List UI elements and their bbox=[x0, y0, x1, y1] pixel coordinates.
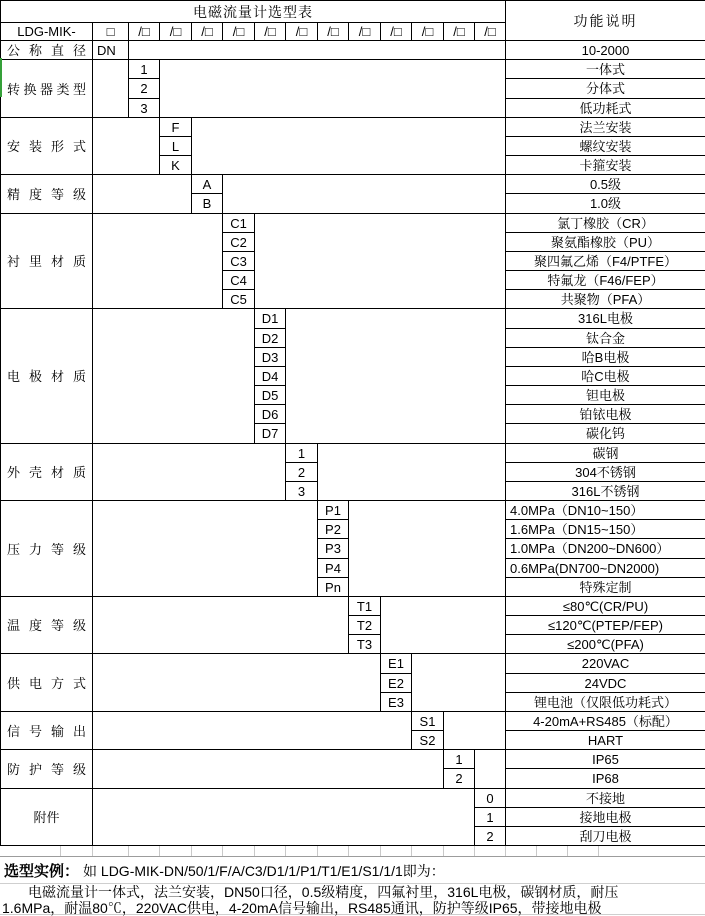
function-column-header: 功能说明 bbox=[505, 0, 705, 41]
description-cell: 24VDC bbox=[505, 673, 705, 693]
code-cell: 2 bbox=[474, 826, 506, 846]
description-cell: 特氟龙（F46/FEP） bbox=[505, 270, 705, 290]
filler-cell bbox=[128, 40, 506, 60]
gridline-vertical bbox=[60, 846, 61, 856]
description-cell: 碳化钨 bbox=[505, 423, 705, 444]
code-cell: T3 bbox=[348, 634, 381, 654]
code-cell: C4 bbox=[222, 270, 255, 290]
gridline-vertical bbox=[598, 846, 599, 856]
description-cell: IP68 bbox=[505, 768, 705, 789]
description-cell: 碳钢 bbox=[505, 443, 705, 463]
gridline-vertical bbox=[317, 846, 318, 856]
gridline-vertical bbox=[536, 846, 537, 856]
description-cell: 1.6MPa（DN15~150） bbox=[505, 519, 705, 539]
description-cell: 特殊定制 bbox=[505, 577, 705, 597]
code-slot-cell: /□ bbox=[222, 22, 255, 41]
code-cell: K bbox=[159, 155, 192, 175]
description-cell: 0.6MPa(DN700~DN2000) bbox=[505, 558, 705, 578]
description-cell: 一体式 bbox=[505, 59, 705, 79]
category-label: 信号输出 bbox=[0, 711, 93, 750]
category-label: 压力等级 bbox=[0, 500, 93, 597]
description-cell: 聚氨酯橡胶（PU） bbox=[505, 232, 705, 252]
filler-cell bbox=[443, 711, 506, 750]
filler-cell bbox=[380, 596, 506, 654]
description-cell: ≤200℃(PFA) bbox=[505, 634, 705, 654]
gridline-vertical bbox=[128, 846, 129, 856]
code-cell: C2 bbox=[222, 232, 255, 252]
example-description bbox=[0, 884, 705, 916]
gridline-vertical bbox=[505, 846, 506, 856]
code-cell: 1 bbox=[443, 749, 475, 769]
code-slot-cell: /□ bbox=[159, 22, 192, 41]
code-cell: T1 bbox=[348, 596, 381, 616]
gridline-vertical bbox=[191, 846, 192, 856]
code-cell: 2 bbox=[443, 768, 475, 789]
table-title: 电磁流量计选型表 bbox=[0, 0, 506, 23]
description-cell: 铂铱电极 bbox=[505, 404, 705, 424]
code-cell: P3 bbox=[317, 538, 349, 559]
code-slot-cell: /□ bbox=[285, 22, 318, 41]
green-edge-marker bbox=[0, 58, 2, 97]
code-slot-cell: /□ bbox=[380, 22, 412, 41]
category-label: 电极材质 bbox=[0, 308, 93, 444]
code-cell: Pn bbox=[317, 577, 349, 597]
code-cell: C5 bbox=[222, 289, 255, 309]
code-cell: L bbox=[159, 136, 192, 156]
category-label: 外壳材质 bbox=[0, 443, 93, 501]
filler-cell bbox=[92, 117, 160, 175]
filler-cell bbox=[92, 59, 129, 118]
example-heading-label: 选型实例： bbox=[4, 863, 80, 880]
code-cell: 1 bbox=[128, 59, 160, 79]
description-cell: 316L不锈钢 bbox=[505, 481, 705, 501]
filler-cell bbox=[92, 653, 381, 712]
code-cell: C3 bbox=[222, 251, 255, 271]
filler-cell bbox=[191, 117, 506, 175]
code-cell: D2 bbox=[254, 328, 286, 348]
code-cell: 2 bbox=[128, 78, 160, 99]
description-cell: 0.5级 bbox=[505, 174, 705, 194]
gridline-vertical bbox=[380, 846, 381, 856]
description-cell: 卡箍安装 bbox=[505, 155, 705, 175]
description-cell: 螺纹安装 bbox=[505, 136, 705, 156]
description-cell: 哈C电极 bbox=[505, 366, 705, 386]
code-cell: B bbox=[191, 193, 223, 214]
gridline-vertical bbox=[474, 846, 475, 856]
category-label: 公称直径 bbox=[0, 40, 93, 60]
filler-cell bbox=[92, 749, 444, 789]
gridline-vertical bbox=[443, 846, 444, 856]
category-label: 衬里材质 bbox=[0, 213, 93, 309]
code-cell: 3 bbox=[128, 98, 160, 118]
gridline-vertical bbox=[159, 846, 160, 856]
code-slot-cell: /□ bbox=[411, 22, 444, 41]
code-slot-cell: /□ bbox=[191, 22, 223, 41]
code-cell: P1 bbox=[317, 500, 349, 520]
filler-cell bbox=[92, 788, 475, 846]
description-cell: 4.0MPa（DN10~150） bbox=[505, 500, 705, 520]
description-cell: 304不锈钢 bbox=[505, 462, 705, 482]
description-cell: 聚四氟乙烯（F4/PTFE） bbox=[505, 251, 705, 271]
filler-cell bbox=[474, 749, 506, 789]
filler-cell bbox=[411, 653, 506, 712]
gridline-vertical bbox=[222, 846, 223, 856]
description-cell: ≤80℃(CR/PU) bbox=[505, 596, 705, 616]
description-cell: ≤120℃(PTEP/FEP) bbox=[505, 615, 705, 635]
filler-cell bbox=[92, 308, 255, 444]
model-prefix-cell: LDG-MIK- bbox=[0, 22, 93, 41]
gridline-vertical bbox=[285, 846, 286, 856]
description-cell: 1.0MPa（DN200~DN600） bbox=[505, 538, 705, 559]
filler-cell bbox=[92, 443, 286, 501]
description-cell: 钽电极 bbox=[505, 385, 705, 405]
example-heading bbox=[0, 857, 705, 884]
description-cell: 1.0级 bbox=[505, 193, 705, 214]
example-description-line1: 电磁流量计一体式，法兰安装，DN50口径，0.5级精度，四氟衬里，316L电极，碳钢材质，耐压 bbox=[28, 884, 619, 900]
description-cell: 钛合金 bbox=[505, 328, 705, 348]
code-cell: T2 bbox=[348, 615, 381, 635]
example-description-line2: 1.6MPa，耐温80℃，220VAC供电，4-20mA信号输出，RS485通讯，防护等级IP65，带接地电极 bbox=[2, 900, 602, 916]
code-cell: D4 bbox=[254, 366, 286, 386]
filler-cell bbox=[317, 443, 506, 501]
code-cell: P4 bbox=[317, 558, 349, 578]
gridline-vertical bbox=[348, 846, 349, 856]
filler-cell bbox=[92, 500, 318, 597]
code-cell: F bbox=[159, 117, 192, 137]
code-cell: DN bbox=[92, 40, 129, 60]
category-label: 供电方式 bbox=[0, 653, 93, 712]
description-cell: 接地电极 bbox=[505, 807, 705, 827]
code-slot-cell: /□ bbox=[474, 22, 506, 41]
code-cell: D6 bbox=[254, 404, 286, 424]
category-label: 精度等级 bbox=[0, 174, 93, 214]
filler-cell bbox=[92, 711, 412, 750]
description-cell: 锂电池（仅限低功耗式） bbox=[505, 692, 705, 712]
code-cell: E1 bbox=[380, 653, 412, 674]
description-cell: 316L电极 bbox=[505, 308, 705, 329]
code-cell: D3 bbox=[254, 347, 286, 367]
gridline-vertical bbox=[567, 846, 568, 856]
filler-cell bbox=[92, 596, 349, 654]
code-cell: D5 bbox=[254, 385, 286, 405]
filler-cell bbox=[92, 174, 192, 214]
description-cell: 分体式 bbox=[505, 78, 705, 99]
code-cell: E2 bbox=[380, 673, 412, 693]
code-cell: 2 bbox=[285, 462, 318, 482]
code-slot-cell: /□ bbox=[443, 22, 475, 41]
filler-cell bbox=[285, 308, 506, 444]
code-cell: 1 bbox=[285, 443, 318, 463]
example-heading-text: 如 LDG-MIK-DN/50/1/F/A/C3/D1/1/P1/T1/E1/S1/1/1即为： bbox=[83, 862, 445, 879]
filler-cell bbox=[254, 213, 506, 309]
description-cell: 10-2000 bbox=[505, 40, 705, 60]
gridline-vertical bbox=[92, 846, 93, 856]
description-cell: 氯丁橡胶（CR） bbox=[505, 213, 705, 233]
category-label: 安装形式 bbox=[0, 117, 93, 175]
code-slot-cell: /□ bbox=[128, 22, 160, 41]
gridline-vertical bbox=[411, 846, 412, 856]
description-cell: 共聚物（PFA） bbox=[505, 289, 705, 309]
filler-cell bbox=[348, 500, 506, 597]
code-cell: S2 bbox=[411, 730, 444, 750]
category-label: 防护等级 bbox=[0, 749, 93, 789]
filler-cell bbox=[222, 174, 506, 214]
filler-cell bbox=[92, 213, 223, 309]
code-cell: C1 bbox=[222, 213, 255, 233]
code-cell: E3 bbox=[380, 692, 412, 712]
code-cell: 3 bbox=[285, 481, 318, 501]
code-cell: D7 bbox=[254, 423, 286, 444]
gridline-vertical bbox=[254, 846, 255, 856]
code-slot-cell: /□ bbox=[254, 22, 286, 41]
code-cell: A bbox=[191, 174, 223, 194]
description-cell: HART bbox=[505, 730, 705, 750]
code-slot-cell: /□ bbox=[317, 22, 349, 41]
category-label: 附件 bbox=[0, 788, 93, 846]
code-cell: D1 bbox=[254, 308, 286, 329]
code-cell: 0 bbox=[474, 788, 506, 808]
code-cell: S1 bbox=[411, 711, 444, 731]
description-cell: 哈B电极 bbox=[505, 347, 705, 367]
description-cell: 220VAC bbox=[505, 653, 705, 674]
code-cell: P2 bbox=[317, 519, 349, 539]
description-cell: 4-20mA+RS485（标配） bbox=[505, 711, 705, 731]
description-cell: 不接地 bbox=[505, 788, 705, 808]
description-cell: IP65 bbox=[505, 749, 705, 769]
code-slot-cell: /□ bbox=[348, 22, 381, 41]
category-label: 转换器类型 bbox=[0, 59, 93, 118]
filler-cell bbox=[159, 59, 506, 118]
description-cell: 刮刀电极 bbox=[505, 826, 705, 846]
code-cell: 1 bbox=[474, 807, 506, 827]
code-box-cell: □ bbox=[92, 22, 129, 41]
category-label: 温度等级 bbox=[0, 596, 93, 654]
description-cell: 低功耗式 bbox=[505, 98, 705, 118]
description-cell: 法兰安装 bbox=[505, 117, 705, 137]
